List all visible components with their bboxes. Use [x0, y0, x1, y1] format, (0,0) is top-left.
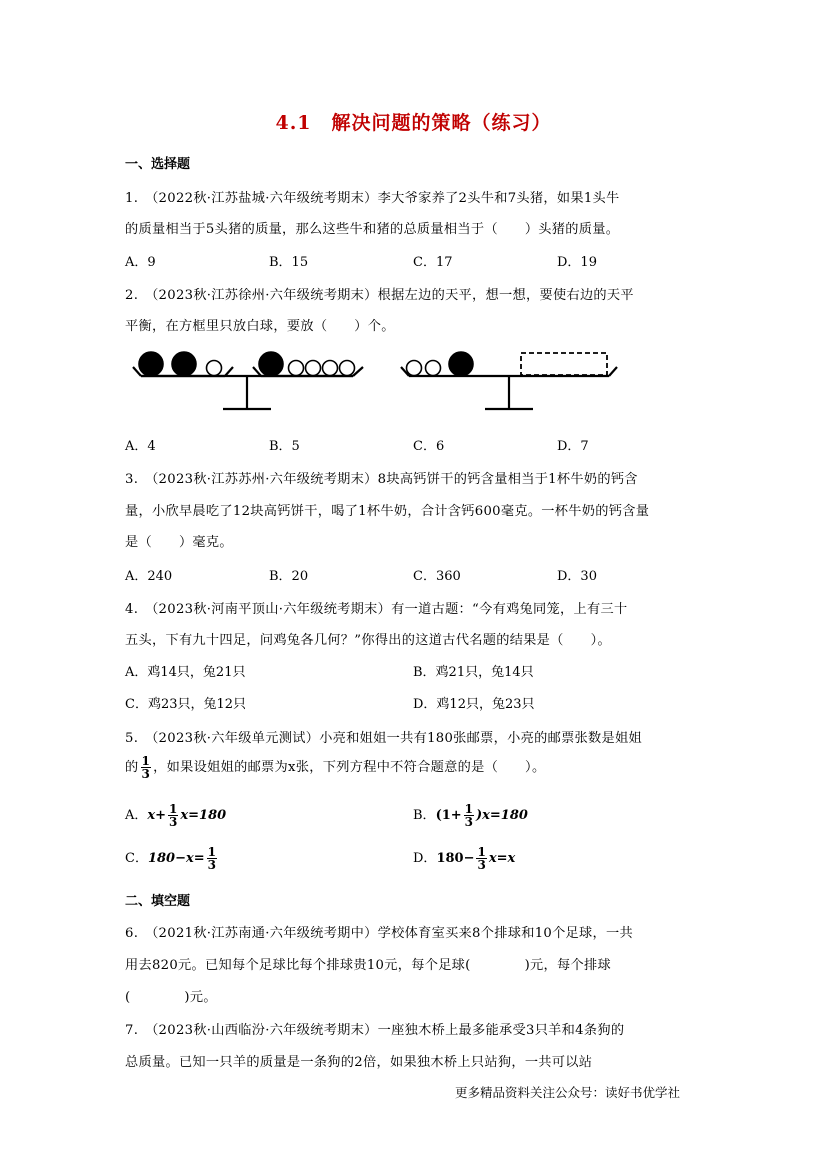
q5-option-c — [125, 846, 219, 871]
balance-scales-figure — [125, 345, 625, 420]
q6-line3: ( )元。 — [125, 990, 217, 1005]
q1-option-c: C．17 — [413, 255, 453, 270]
q5-line2-end: ，如果设姐姐的邮票为x张，下列方程中不符合题意的是（ ）。 — [153, 760, 546, 775]
q5-option-b-label: B． — [413, 808, 436, 823]
fraction-numerator: 1 — [141, 754, 151, 768]
q3-option-d: D．30 — [557, 569, 597, 584]
q6-line1: 6. （2021秋·江苏南通·六年级统考期中）学校体育室买来8个排球和10个足球，一共 — [125, 926, 633, 941]
empty-dashed-box — [521, 353, 607, 375]
q2-option-d: D．7 — [557, 439, 589, 454]
q5-option-a-fraction — [168, 803, 178, 828]
q5-option-c-fraction — [207, 846, 217, 871]
q5-option-d — [413, 846, 515, 871]
q4-option-a: A．鸡14只，兔21只 — [125, 665, 246, 680]
fraction-denominator: 3 — [207, 858, 216, 872]
q6-line2: 用去820元。已知每个足球比每个排球贵10元，每个足球( )元，每个排球 — [125, 958, 611, 973]
q1-line1: 1. （2022秋·江苏盐城·六年级统考期末）李大爷家养了2头牛和7头猪，如果1头牛 — [125, 191, 620, 206]
q1-line2: 的质量相当于5头猪的质量，那么这些牛和猪的总质量相当于（ ）头猪的质量。 — [125, 222, 620, 237]
q4-line1: 4. （2023秋·河南平顶山·六年级统考期末）有一道古题：“今有鸡兔同笼，上有三十 — [125, 602, 628, 617]
q4-option-c: C．鸡23只，兔12只 — [125, 697, 247, 712]
q5-option-a-expr-start: x+ — [147, 808, 167, 823]
q3-option-a: A．240 — [125, 569, 173, 584]
q5-option-b — [413, 803, 528, 828]
q1-option-b: B．15 — [269, 255, 309, 270]
q5-fraction — [141, 755, 152, 780]
fraction-denominator: 3 — [477, 858, 486, 872]
fraction-numerator: 1 — [477, 845, 486, 859]
q1-option-a: A．9 — [125, 255, 156, 270]
q5-line2-start: 的 — [125, 760, 139, 775]
fraction-numerator: 1 — [169, 802, 178, 816]
q5-option-d-fraction — [476, 846, 486, 871]
right-pan-balls — [407, 352, 474, 376]
q5-option-c-expr: 180−x= — [147, 851, 205, 866]
q7-line2: 总质量。已知一只羊的质量是一条狗的2倍，如果独木桥上只站狗，一共可以站 — [125, 1055, 593, 1070]
q5-option-b-expr-start: (1+ — [435, 808, 462, 823]
fraction-denominator: 3 — [464, 815, 474, 829]
fraction-denominator: 3 — [169, 815, 178, 829]
q3-line1: 3. （2023秋·江苏苏州·六年级统考期末）8块高钙饼干的钙含量相当于1杯牛奶的钙含 — [125, 472, 638, 487]
q4-option-b: B．鸡21只，兔14只 — [413, 665, 534, 680]
q1-option-d: D．19 — [557, 255, 597, 270]
q5-option-b-expr-end: )x=180 — [476, 808, 528, 823]
fraction-denominator: 3 — [141, 767, 151, 781]
q3-line3: 是（ ）毫克。 — [125, 535, 233, 550]
q2-line2: 平衡，在方框里只放白球，要放（ ）个。 — [125, 319, 395, 334]
q2-option-a: A．4 — [125, 439, 156, 454]
q2-line1: 2. （2023秋·江苏徐州·六年级统考期末）根据左边的天平，想一想，要使右边的天平 — [125, 288, 634, 303]
section-heading-fill: 二、填空题 — [125, 894, 191, 909]
q3-option-b: B．20 — [269, 569, 309, 584]
footer-note: 更多精品资料关注公众号：读好书优学社 — [455, 1085, 681, 1100]
q5-option-a — [125, 803, 226, 828]
q3-option-c: C．360 — [413, 569, 461, 584]
q5-option-d-label: D． — [413, 851, 437, 866]
q5-option-b-fraction — [464, 803, 474, 828]
fraction-numerator: 1 — [207, 845, 216, 859]
page-title: 4.1 解决问题的策略（练习） — [275, 112, 552, 134]
q5-option-d-expr-start: 180− — [436, 851, 475, 866]
left-pan-balls — [139, 352, 355, 376]
q2-option-b: B．5 — [269, 439, 300, 454]
q3-line2: 量，小欣早晨吃了12块高钙饼干，喝了1杯牛奶，合计含钙600毫克。一杯牛奶的钙含量 — [125, 504, 650, 519]
q7-line1: 7. （2023秋·山西临汾·六年级统考期末）一座独木桥上最多能承受3只羊和4条狗的 — [125, 1023, 625, 1038]
q5-option-a-label: A． — [125, 808, 148, 823]
q5-option-d-expr-end: x=x — [488, 851, 516, 866]
q5-line1: 5. （2023秋·六年级单元测试）小亮和姐姐一共有180张邮票，小亮的邮票张数是姐姐 — [125, 731, 642, 746]
q2-option-c: C．6 — [413, 439, 445, 454]
fraction-numerator: 1 — [464, 802, 474, 816]
q4-line2: 五头，下有九十四足，问鸡兔各几何？”你得出的这道古代名题的结果是（ ）。 — [125, 633, 611, 648]
q5-line2 — [125, 755, 545, 780]
q5-option-c-label: C． — [125, 851, 148, 866]
section-heading-choice: 一、选择题 — [125, 157, 191, 172]
q5-option-a-expr-end: x=180 — [180, 808, 227, 823]
q4-option-d: D．鸡12只，兔23只 — [413, 697, 535, 712]
